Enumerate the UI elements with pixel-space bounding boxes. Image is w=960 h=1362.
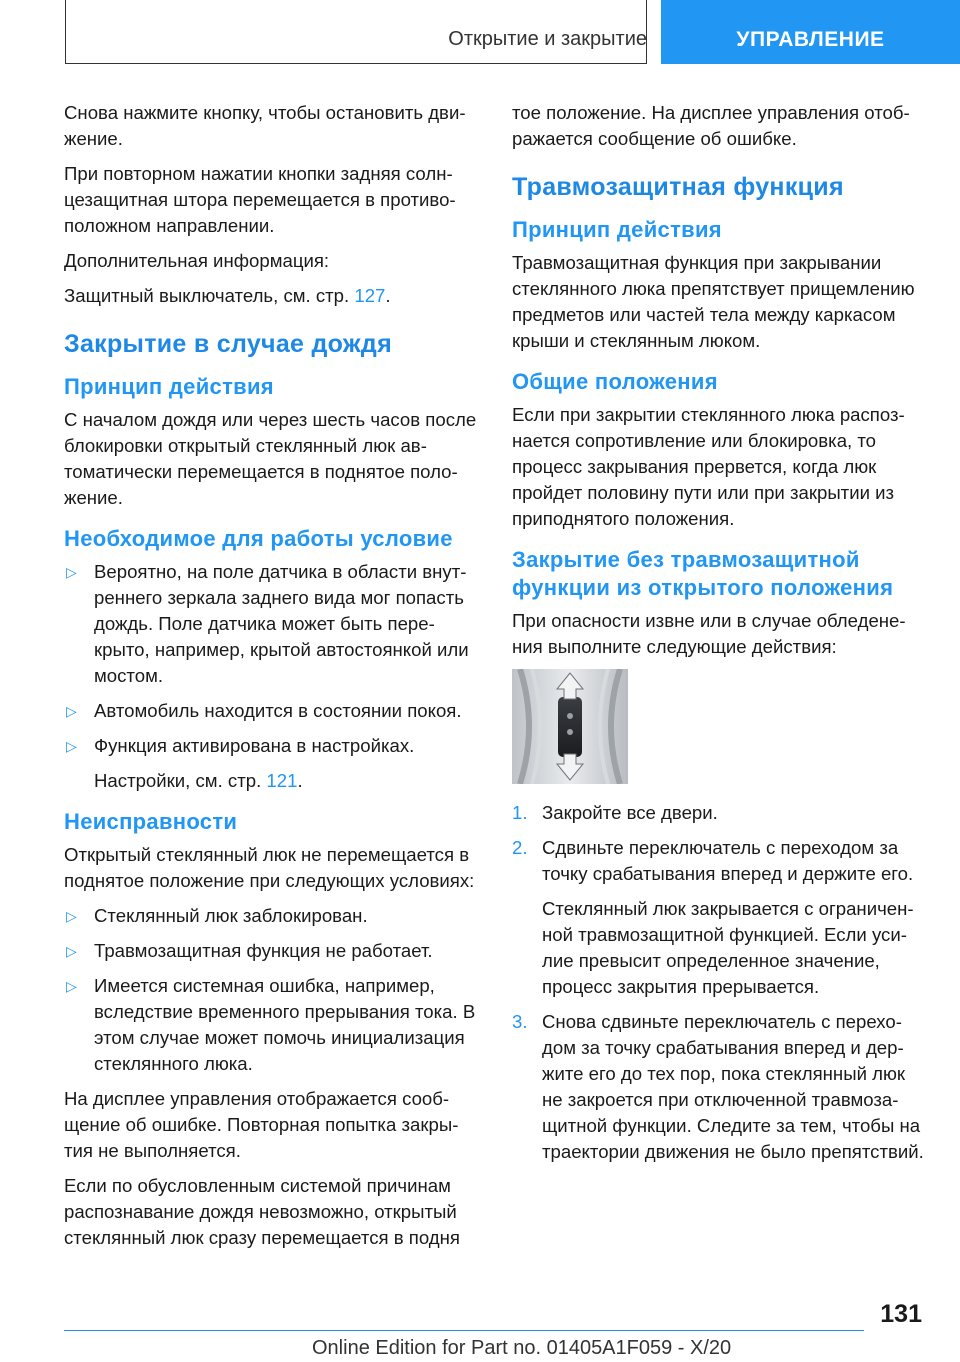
paragraph: На дисплее управления отображается сообщение об ошибке. Повторная попытка закрытия не выполняется. (64, 1088, 459, 1161)
triangle-right-icon: ▷ (66, 564, 77, 580)
list-item: ▷ Стеклянный люк заблокирован. (64, 903, 480, 929)
list-item: ▷ Имеется системная ошибка, например, вследствие временного прерывания тока. В этом случае может помочь инициализация стеклянного люка. (66, 975, 476, 1074)
triangle-right-icon: ▷ (66, 978, 77, 994)
paragraph: При опасности извне или в случае обледенения выполните следующие действия: (512, 610, 906, 657)
step-number: 2. (512, 837, 528, 858)
list-item: ▷ Автомобиль находится в состоянии покоя. (64, 698, 480, 724)
steps-list (512, 800, 928, 887)
condition-list (64, 559, 480, 759)
page-number: 131 (880, 1300, 922, 1328)
triangle-right-icon: ▷ (66, 738, 77, 754)
header-section-title: Открытие и закрытие (448, 28, 647, 50)
heading-general: Общие положения (512, 369, 718, 394)
page-link-127[interactable]: 127 (354, 285, 386, 306)
step-number: 3. (512, 1011, 528, 1032)
paragraph: При повторном нажатии кнопки задняя солнцезащитная штора перемещается в противоположном направлении. (64, 163, 456, 236)
heading-close-without-protection: Закрытие без травмозащитной функции из открытого положения (512, 547, 894, 600)
list-item: ▷ Травмозащитная функция не работает. (64, 938, 480, 964)
triangle-right-icon: ▷ (66, 908, 77, 924)
header-chapter-tab: УПРАВЛЕНИЕ (661, 0, 960, 64)
footer-divider (64, 1330, 864, 1331)
footer-edition: Online Edition for Part no. 01405A1F059 - X/20 (312, 1337, 732, 1359)
left-column (64, 100, 480, 1260)
paragraph: тое положение. На дисплее управления отображается сообщение об ошибке. (512, 102, 910, 149)
paragraph: Открытый стеклянный люк не перемещается в поднятое положение при следующих условиях: (64, 844, 475, 891)
paragraph-reference (64, 283, 480, 309)
triangle-right-icon: ▷ (66, 703, 77, 719)
roof-switch-photo (512, 669, 628, 784)
paragraph: Если по обусловленным системой причинам распознавание дождя невозможно, открытый стеклянный люк сразу перемещается в подня (64, 1175, 460, 1248)
reference-end: . (297, 770, 303, 791)
paragraph: С началом дождя или через шесть часов после блокировки открытый стеклянный люк автоматически перемещается в поднятое положение. (64, 409, 477, 508)
heading-pinch-protection: Травмозащитная функция (512, 173, 844, 201)
heading-principle: Принцип действия (64, 374, 274, 399)
fault-list (64, 903, 480, 1077)
step-number: 1. (512, 802, 528, 823)
page-link-121[interactable]: 121 (266, 770, 298, 791)
steps-list (512, 1009, 928, 1165)
heading-condition: Необходимое для работы условие (64, 526, 453, 551)
reference-text: Настройки, см. стр. (94, 770, 262, 791)
paragraph: Дополнительная информация: (64, 250, 330, 271)
heading-principle: Принцип действия (512, 217, 722, 242)
triangle-right-icon: ▷ (66, 943, 77, 959)
list-item: ▷ Функция активирована в настройках. (64, 733, 480, 759)
right-column (512, 100, 928, 1174)
paragraph: Снова нажмите кнопку, чтобы остановить движение. (64, 102, 466, 149)
paragraph: Если при закрытии стеклянного люка распознается сопротивление или блокировка, то процесс закрывания прервется, когда люк пройдет половину пути или при закрытии из приподнятого положения. (512, 404, 905, 529)
heading-faults: Неисправности (64, 809, 238, 834)
list-item: 1. Закройте все двери. (512, 800, 928, 826)
heading-rain-closing: Закрытие в случае дождя (64, 330, 392, 358)
list-item: ▷ Вероятно, на поле датчика в области внутреннего зеркала заднего вида мог попасть дождь. Поле датчика может быть перекрыто, например, крытой автостоянкой или мостом. (66, 561, 469, 686)
reference-end: . (385, 285, 391, 306)
list-item: 2. Сдвиньте переключатель с переходом за точку срабатывания вперед и держите его. (512, 837, 914, 884)
paragraph-reference (64, 768, 480, 794)
list-item: 3. Снова сдвиньте переключатель с переходом за точку срабатывания вперед и держите его до тех пор, пока стеклянный люк не закроется при отключенной травмозащитной функции. Следите за тем, чтобы на траектории движения не было препятствий. (512, 1011, 924, 1162)
paragraph: Травмозащитная функция при закрывании стеклянного люка препятствует прищемлению предметов или частей тела между каркасом крыши и стеклянным люком. (512, 252, 915, 351)
reference-text: Защитный выключатель, см. стр. (64, 285, 350, 306)
step-note: Стеклянный люк закрывается с ограниченной травмозащитной функцией. Если усилие превысит определенное значение, процесс закрытия прерывается. (542, 898, 914, 997)
